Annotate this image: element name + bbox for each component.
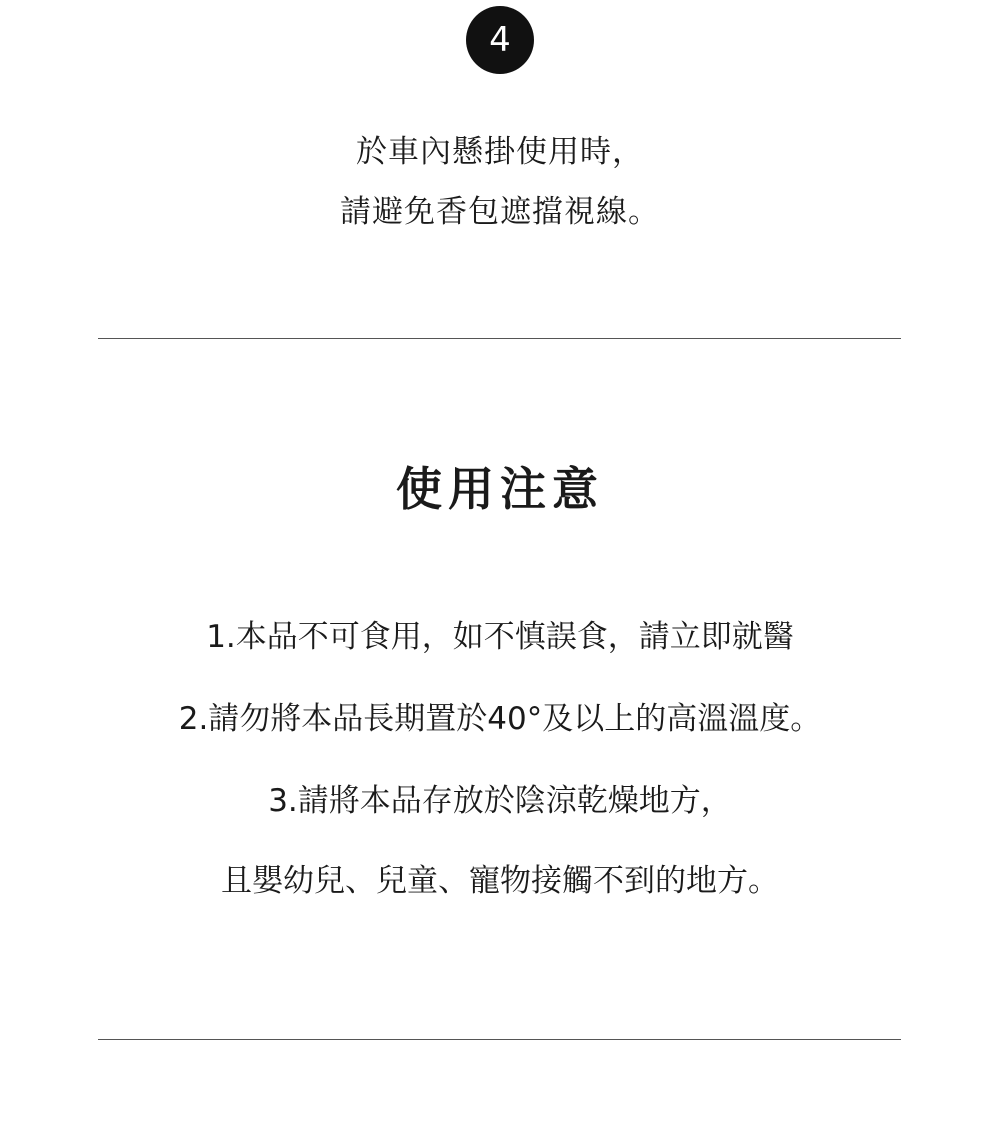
notice-item-4: 且嬰幼兒、兒童、寵物接觸不到的地方。 <box>221 863 779 899</box>
notice-title: 使用注意 <box>396 462 604 516</box>
step-number-badge: 4 <box>466 6 534 74</box>
notice-item-1: 1.本品不可食用，如不慎誤食，請立即就醫 <box>206 619 794 655</box>
section-divider-bottom <box>98 1039 901 1040</box>
tip-line-1: 於車內懸掛使用時， <box>356 134 644 170</box>
notice-item-2: 2.請勿將本品長期置於40°及以上的高溫溫度。 <box>178 701 822 737</box>
section-divider-top <box>98 338 901 339</box>
notice-item-3: 3.請將本品存放於陰涼乾燥地方， <box>268 783 732 819</box>
tip-line-2: 請避免香包遮擋視線。 <box>340 194 660 230</box>
